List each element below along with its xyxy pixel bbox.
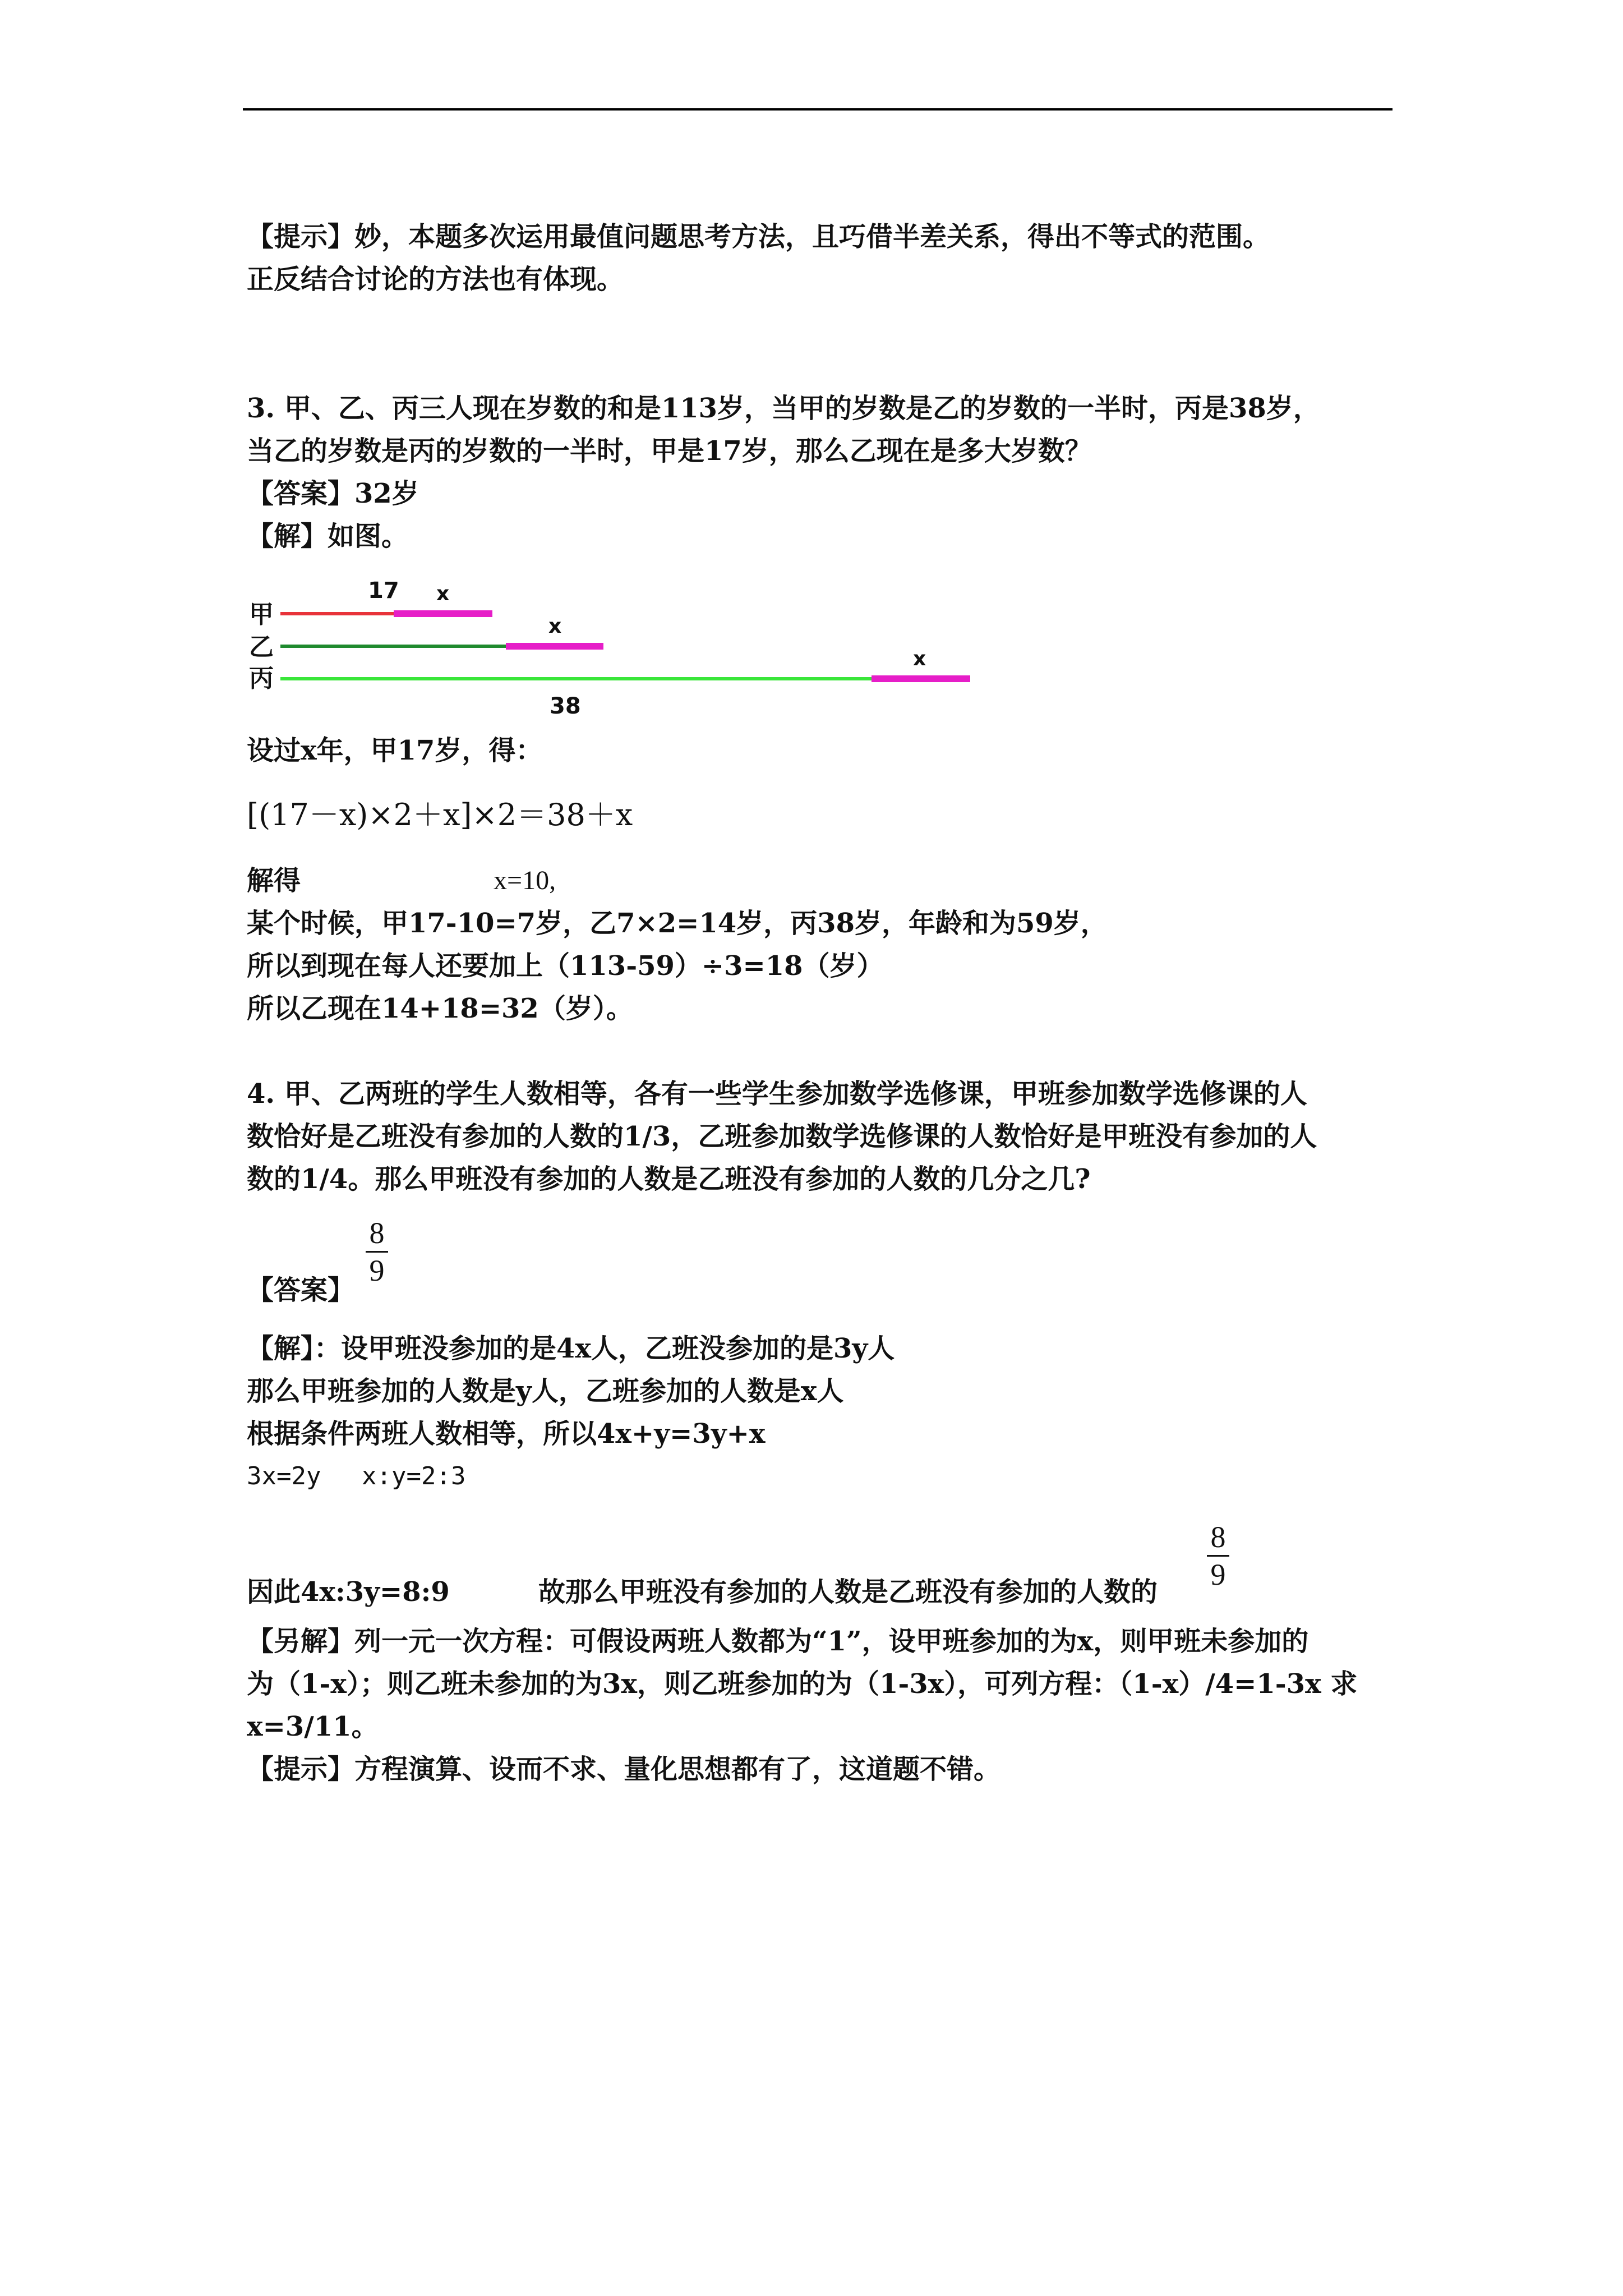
q4-result-fraction [1207, 1520, 1229, 1591]
q3-setup: 设过x年，甲17岁，得： [247, 735, 543, 766]
q4-stem-line-2: 数恰好是乙班没有参加的人数的1/3，乙班参加数学选修课的人数恰好是甲班没有参加的人 [247, 1121, 1317, 1152]
q4-answer-fraction [366, 1216, 388, 1287]
label-yi: 乙 [249, 633, 274, 661]
q4-alt-line-3: x=3/11。 [247, 1711, 379, 1742]
q4-alt-line-1: 【另解】列一元一次方程：可假设两班人数都为“1”，设甲班参加的为x，则甲班未参加的 [247, 1626, 1309, 1657]
q4-solution-line-1: 【解】：设甲班没参加的是4x人，乙班没参加的是3y人 [247, 1333, 895, 1364]
label-x-3: x [913, 647, 926, 670]
fraction-bar [1207, 1555, 1229, 1557]
fraction-denominator: 9 [369, 1254, 385, 1287]
q4-stem-line-3: 数的1/4。那么甲班没有参加的人数是乙班没有参加的人数的几分之几? [247, 1163, 1091, 1195]
q4-solution-line-2: 那么甲班参加的人数是y人，乙班参加的人数是x人 [247, 1375, 844, 1407]
fraction-denominator: 9 [1210, 1558, 1226, 1591]
q4-answer-label: 【答案】 [247, 1274, 355, 1306]
fraction-bar [366, 1251, 388, 1253]
hint-line-2: 正反结合讨论的方法也有体现。 [247, 264, 624, 295]
label-x-1: x [436, 582, 450, 605]
q3-solution-intro: 【解】如图。 [247, 521, 409, 552]
q4-alt-line-2: 为（1-x）；则乙班未参加的为3x，则乙班参加的为（1-3x），可列方程：（1-x）/4=1-3x 求 [247, 1668, 1358, 1700]
label-17: 17 [368, 578, 399, 604]
label-bing: 丙 [249, 664, 274, 693]
q3-solve-value: x=10, [494, 866, 556, 895]
q3-solve-label: 解得 [247, 865, 301, 896]
q4-stem-line-1: 4. 甲、乙两班的学生人数相等，各有一些学生参加数学选修课，甲班参加数学选修课的人 [247, 1078, 1307, 1110]
q4-solution-line-4b: x:y=2:3 [362, 1462, 466, 1490]
hint-line-1: 【提示】妙，本题多次运用最值问题思考方法，且巧借半差关系，得出不等式的范围。 [247, 221, 1270, 252]
q3-step-2: 所以到现在每人还要加上（113-59）÷3=18（岁） [247, 950, 884, 982]
header-rule [243, 108, 1393, 111]
q4-solution-line-5a: 因此4x:3y=8:9 [247, 1576, 450, 1608]
age-line-diagram [241, 567, 987, 724]
q3-stem-line-1: 3. 甲、乙、丙三人现在岁数的和是113岁，当甲的岁数是乙的岁数的一半时，丙是38岁， [247, 393, 1320, 424]
q4-solution-line-4a: 3x=2y [247, 1462, 321, 1490]
label-x-2: x [548, 615, 562, 638]
q3-stem-line-2: 当乙的岁数是丙的岁数的一半时，甲是17岁，那么乙现在是多大岁数？ [247, 435, 1092, 467]
q4-hint: 【提示】方程演算、设而不求、量化思想都有了，这道题不错。 [247, 1754, 1001, 1785]
q3-equation: [(17－x)×2＋x]×2＝38＋x [247, 797, 633, 832]
fraction-numerator: 8 [369, 1216, 385, 1250]
label-jia: 甲 [249, 600, 274, 629]
fraction-numerator: 8 [1210, 1520, 1226, 1554]
label-38: 38 [550, 693, 581, 719]
q4-solution-line-5b: 故那么甲班没有参加的人数是乙班没有参加的人数的 [538, 1576, 1158, 1608]
q3-step-1: 某个时候，甲17-10=7岁，乙7×2=14岁，丙38岁，年龄和为59岁， [247, 908, 1108, 939]
q3-answer: 【答案】32岁 [247, 478, 419, 509]
q4-solution-line-3: 根据条件两班人数相等，所以4x+y=3y+x [247, 1418, 766, 1450]
q3-step-3: 所以乙现在14+18=32（岁）。 [247, 993, 633, 1024]
